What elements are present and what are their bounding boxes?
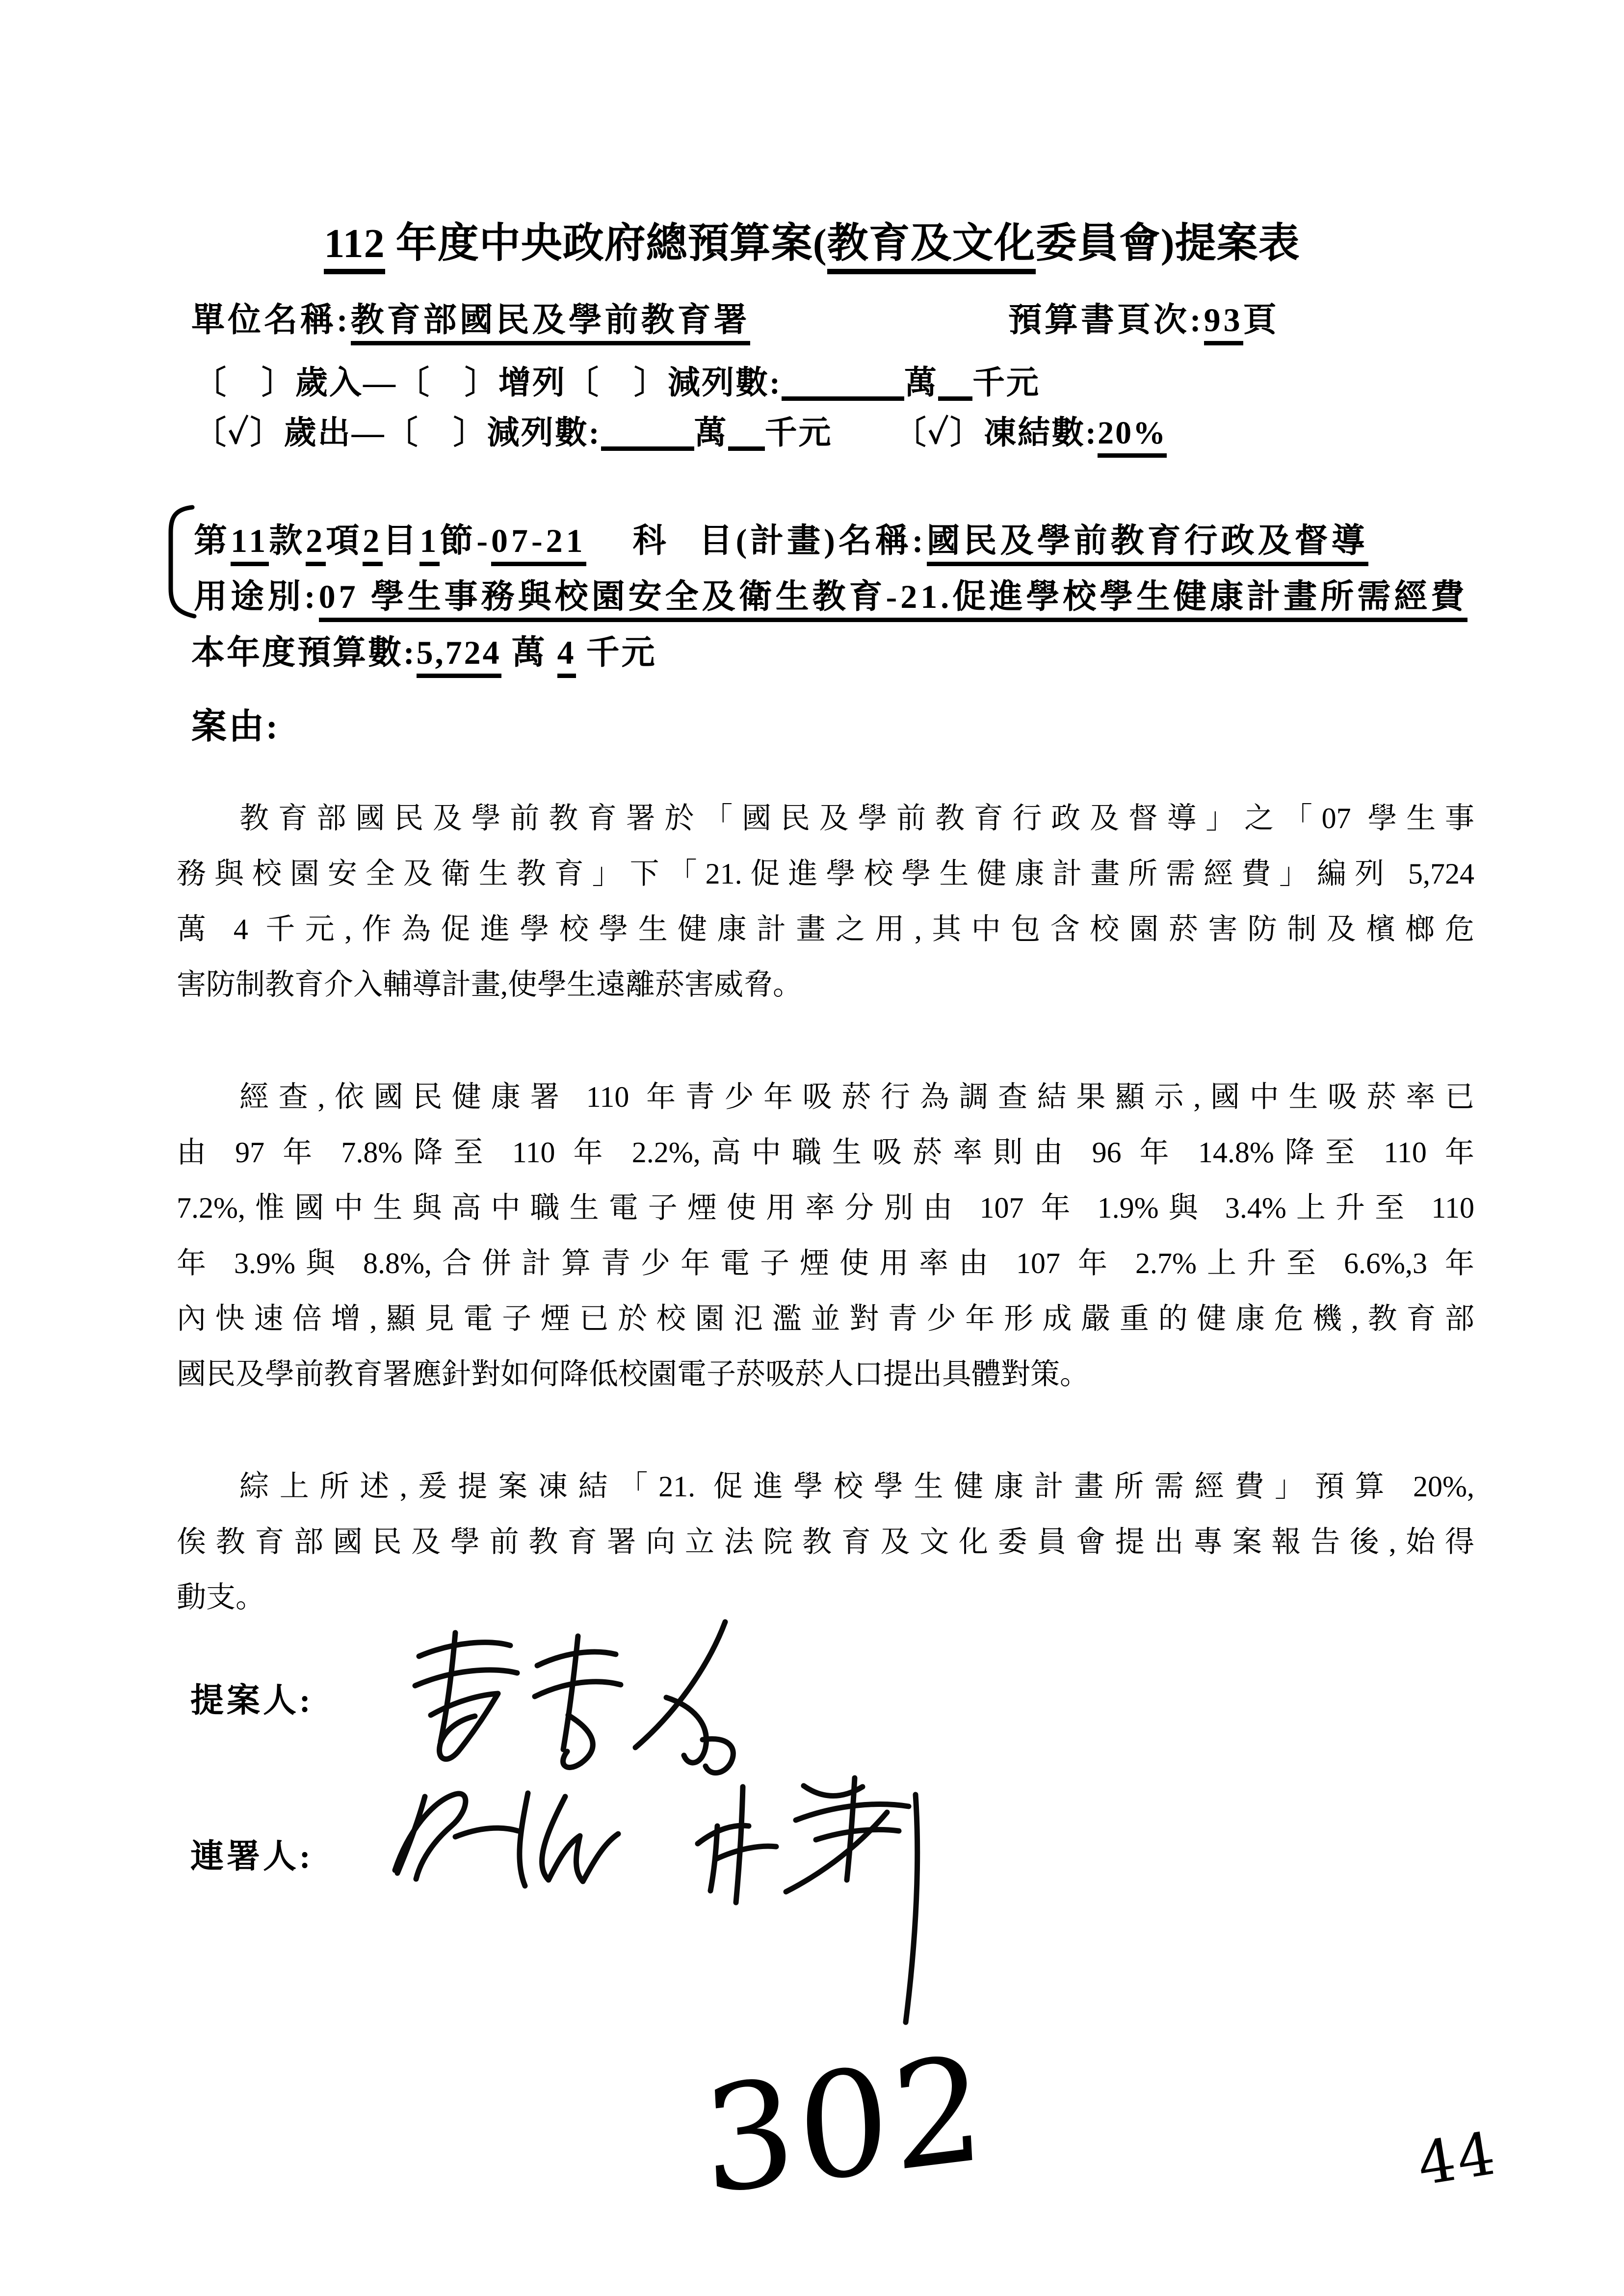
paragraph-line: 內快速倍增,顯見電子煙已於校園氾濫並對青少年形成嚴重的健康危機,教育部 xyxy=(177,1303,1474,1335)
budget-page-row xyxy=(1008,293,1280,341)
text-segment: 增列 xyxy=(498,365,566,401)
text-segment: 歲出— xyxy=(284,415,386,451)
case-body xyxy=(177,791,1474,1682)
grouping-bracket xyxy=(160,504,197,620)
paragraph-3 xyxy=(177,1459,1474,1625)
plan-name: 國民及學前教育行政及督導 xyxy=(927,522,1368,566)
paragraph-line: 綜上所述,爰提案凍結「21. 促進學校學生健康計畫所需經費」預算 20%, xyxy=(239,1470,1474,1503)
checkbox-freeze-checked: 〔 xyxy=(893,415,928,451)
budget-qian-value: 4 xyxy=(557,634,576,678)
unit-name-label: 單位名稱: xyxy=(191,301,351,339)
text-segment: 歲入— xyxy=(295,365,397,401)
usage-category-label: 用途別: xyxy=(194,578,319,615)
text-segment: 〕 xyxy=(250,415,284,451)
text-segment: 委員會)提案表 xyxy=(1035,221,1300,266)
paragraph-line: 年 3.9%與 8.8%,合併計算青少年電子煙使用率由 107 年 2.7%上升至 6.6%,3 年 xyxy=(177,1247,1474,1279)
text-segment: 減列數: xyxy=(668,365,782,401)
paragraph-line: 萬 4 千元,作為促進學校學生健康計畫之用,其中包含校園菸害防制及檳榔危 xyxy=(177,913,1474,945)
case-label: 案由: xyxy=(191,707,280,746)
paragraph-line: 經查,依國民健康署 110 年青少年吸菸行為調查結果顯示,國中生吸菸率已 xyxy=(239,1081,1474,1113)
paragraph-line: 害防制教育介入輔導計畫,使學生遠離菸害威脅。 xyxy=(177,968,802,1001)
proposer-signature xyxy=(412,1619,770,1781)
jie-number: 1 xyxy=(419,522,440,566)
mu-number: 2 xyxy=(363,522,383,566)
document-title xyxy=(0,210,1624,269)
handwritten-page-number: 302 xyxy=(699,2023,991,2227)
text-segment: 頁 xyxy=(1243,301,1280,339)
text-segment: 萬 xyxy=(501,634,557,671)
usage-category-line xyxy=(194,570,1467,618)
text-segment: 年度中央政府總預算案( xyxy=(385,221,827,266)
unit-name-value: 教育部國民及學前教育署 xyxy=(351,301,750,345)
budget-book-page-value: 93 xyxy=(1204,301,1243,345)
committee-name: 教育及文化 xyxy=(827,221,1036,274)
text-segment: 款 xyxy=(269,522,306,559)
text-segment: 科 xyxy=(632,522,670,559)
text-segment: 〕 xyxy=(950,415,984,451)
checkbox-increase-unchecked: 〔 〕 xyxy=(397,365,498,401)
paragraph-line: 由 97 年 7.8%降至 110 年 2.2%,高中職生吸菸率則由 96 年 14.8%降至 110 年 xyxy=(177,1136,1474,1169)
blank-amount-wan xyxy=(782,365,904,401)
paragraph-line: 國民及學前教育署應針對如何降低校園電子菸吸菸人口提出具體對策。 xyxy=(177,1358,1089,1390)
text-segment: 千元 xyxy=(764,415,833,451)
proposer-label: 提案人: xyxy=(190,1682,314,1719)
paragraph-2 xyxy=(177,1070,1474,1402)
budget-item-line xyxy=(194,514,1368,562)
text-segment: 節- xyxy=(440,522,491,559)
text-segment: 千元 xyxy=(972,365,1040,401)
text-segment: 減列數: xyxy=(487,415,601,451)
kuan-number: 11 xyxy=(231,522,269,566)
blank-amount-wan xyxy=(601,416,694,451)
paragraph-line: 務與校園安全及衛生教育」下「21.促進學校學生健康計畫所需經費」編列 5,724 xyxy=(177,858,1474,890)
xiang-number: 2 xyxy=(306,522,326,566)
checkbox-revenue-unchecked: 〔 〕 xyxy=(194,365,295,401)
text-segment: 萬 xyxy=(694,415,728,451)
text-segment: 目 xyxy=(383,522,420,559)
current-year-budget-line xyxy=(191,626,657,674)
text-segment: 目(計畫)名稱: xyxy=(699,522,927,559)
paragraph-line: 俟教育部國民及學前教育署向立法院教育及文化委員會提出專案報告後,始得 xyxy=(177,1526,1474,1558)
checkbox-expenditure-checked: 〔 xyxy=(194,415,228,451)
text-segment: 萬 xyxy=(904,365,938,401)
revenue-checkbox-row xyxy=(194,356,1040,403)
cosigner-label: 連署人: xyxy=(190,1838,314,1875)
expenditure-checkbox-row xyxy=(194,406,1167,453)
cosigner-signatures xyxy=(378,1766,996,2041)
paragraph-1 xyxy=(177,791,1474,1013)
budget-wan-value: 5,724 xyxy=(417,634,501,678)
checkbox-expenditure-decrease-unchecked: 〔 〕 xyxy=(385,415,487,451)
item-code: 07-21 xyxy=(491,522,586,566)
handwritten-corner-number: 44 xyxy=(1413,2119,1502,2199)
text-segment: 項 xyxy=(326,522,363,559)
text-segment: 千元 xyxy=(576,634,657,671)
paragraph-line: 教育部國民及學前教育署於「國民及學前教育行政及督導」之「07 學生事 xyxy=(239,802,1474,835)
unit-name-row xyxy=(191,293,750,341)
checkbox-decrease-unchecked: 〔 〕 xyxy=(566,365,668,401)
paragraph-line: 動支。 xyxy=(177,1581,265,1614)
freeze-checkmark: ✓ xyxy=(927,415,950,451)
expenditure-checkmark: ✓ xyxy=(228,415,250,451)
blank-amount-qian xyxy=(728,416,765,451)
text-segment: 凍結數: xyxy=(984,415,1098,451)
blank-amount-qian xyxy=(938,365,972,401)
freeze-percentage: 20% xyxy=(1098,415,1167,458)
fiscal-year: 112 xyxy=(324,221,385,274)
paragraph-line: 7.2%,惟國中生與高中職生電子煙使用率分別由 107 年 1.9%與 3.4%上升至 110 xyxy=(177,1192,1474,1224)
text-segment: 第 xyxy=(194,522,231,559)
budget-book-page-label: 預算書頁次: xyxy=(1008,301,1204,339)
usage-category-value: 07 學生事務與校園安全及衛生教育-21.促進學校學生健康計畫所需經費 xyxy=(319,578,1468,622)
current-budget-label: 本年度預算數: xyxy=(191,634,417,671)
